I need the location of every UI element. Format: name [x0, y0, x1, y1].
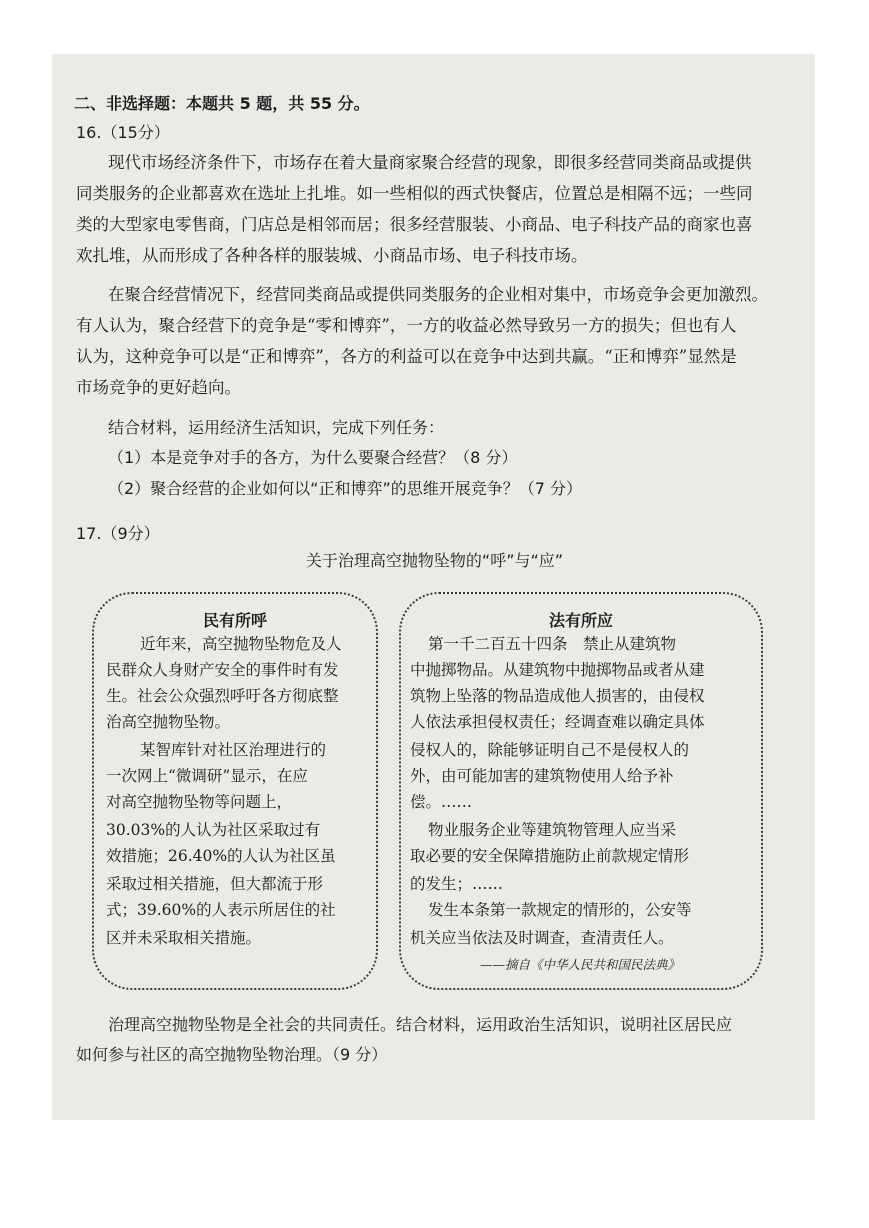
right-box-line: 发生本条第一款规定的情形的，公安等	[428, 901, 692, 919]
right-box-line: 偿。……	[410, 793, 473, 811]
left-box-line: 30.03%的人认为社区采取过有	[106, 821, 321, 839]
right-box-line: 中抛掷物品。从建筑物中抛掷物品或者从建	[410, 661, 705, 679]
q16-para1-line4: 欢扎堆，从而形成了各种各样的服装城、小商品市场、电子科技市场。	[76, 246, 588, 265]
q16-task2: （2）聚合经营的企业如何以“正和博弈”的思维开展竞争？（7 分）	[108, 479, 583, 498]
right-box-line: 取必要的安全保障措施防止前款规定情形	[410, 847, 690, 865]
left-box-line: 某智库针对社区治理进行的	[140, 741, 327, 759]
right-box-title: 法有所应	[548, 611, 613, 630]
left-box-line: 式；39.60%的人表示所居住的社	[106, 901, 336, 919]
q16-task1: （1）本是竞争对手的各方，为什么要聚合经营？（8 分）	[108, 448, 518, 467]
q16-para2-line1: 在聚合经营情况下，经营同类商品或提供同类服务的企业相对集中，市场竞争会更加激烈。	[108, 285, 768, 304]
left-box-title: 民有所呼	[202, 611, 267, 630]
q16-para2-line2: 有人认为，聚合经营下的竞争是“零和博弈”，一方的收益必然导致另一方的损失；但也有人	[76, 316, 737, 335]
q17-question-line2: 如何参与社区的高空抛物坠物治理。（9 分）	[76, 1045, 388, 1064]
left-box-line: 生。社会公众强烈呼吁各方彻底整	[106, 687, 339, 705]
q16-para1-line3: 类的大型家电零售商，门店总是相邻而居；很多经营服装、小商品、电子科技产品的商家也喜	[76, 215, 753, 234]
right-box-source: ——摘自《中华人民共和国民法典》	[480, 957, 681, 972]
left-box-line: 治高空抛物坠物。	[106, 713, 231, 731]
q17-number: 17.（9分）	[76, 524, 160, 543]
q17-question-line1: 治理高空抛物坠物是全社会的共同责任。结合材料，运用政治生活知识，说明社区居民应	[108, 1015, 733, 1034]
q16-para2-line3: 认为，这种竞争可以是“正和博弈”，各方的利益可以在竞争中达到共赢。“正和博弈”显然是	[76, 347, 737, 366]
right-box-line: 的发生；……	[410, 875, 504, 893]
right-box-line: 筑物上坠落的物品造成他人损害的，由侵权	[410, 687, 705, 705]
left-box-line: 区并未采取相关措施。	[106, 929, 262, 947]
left-box-line: 民群众人身财产安全的事件时有发	[106, 661, 339, 679]
q16-instruction: 结合材料，运用经济生活知识，完成下列任务：	[108, 418, 445, 437]
left-box-line: 近年来，高空抛物坠物危及人	[140, 635, 342, 653]
right-box-line: 机关应当依法及时调查，查清责任人。	[410, 929, 674, 947]
left-box-line: 一次网上“微调研”显示，在应	[106, 767, 308, 785]
left-box-line: 对高空抛物坠物等问题上，	[106, 793, 293, 811]
q17-title: 关于治理高空抛物坠物的“呼”与“应”	[305, 551, 564, 570]
right-box-line: 第一千二百五十四条 禁止从建筑物	[428, 635, 677, 653]
left-box-line: 效措施；26.40%的人认为社区虽	[106, 847, 336, 865]
right-box-line: 人依法承担侵权责任；经调查难以确定具体	[410, 713, 705, 731]
right-box-line: 外，由可能加害的建筑物使用人给予补	[410, 767, 674, 785]
right-box-line: 物业服务企业等建筑物管理人应当采	[428, 821, 677, 839]
section-heading: 二、非选择题：本题共 5 题，共 55 分。	[74, 94, 370, 113]
q16-para2-line4: 市场竞争的更好趋向。	[76, 378, 241, 397]
q16-number: 16.（15分）	[76, 123, 170, 142]
q16-para1-line2: 同类服务的企业都喜欢在选址上扎堆。如一些相似的西式快餐店，位置总是相隔不远；一些同	[76, 184, 753, 203]
q16-para1-line1: 现代市场经济条件下，市场存在着大量商家聚合经营的现象，即很多经营同类商品或提供	[108, 153, 752, 172]
right-box-line: 侵权人的，除能够证明自己不是侵权人的	[410, 741, 690, 759]
left-box-line: 采取过相关措施，但大都流于形	[106, 875, 324, 893]
